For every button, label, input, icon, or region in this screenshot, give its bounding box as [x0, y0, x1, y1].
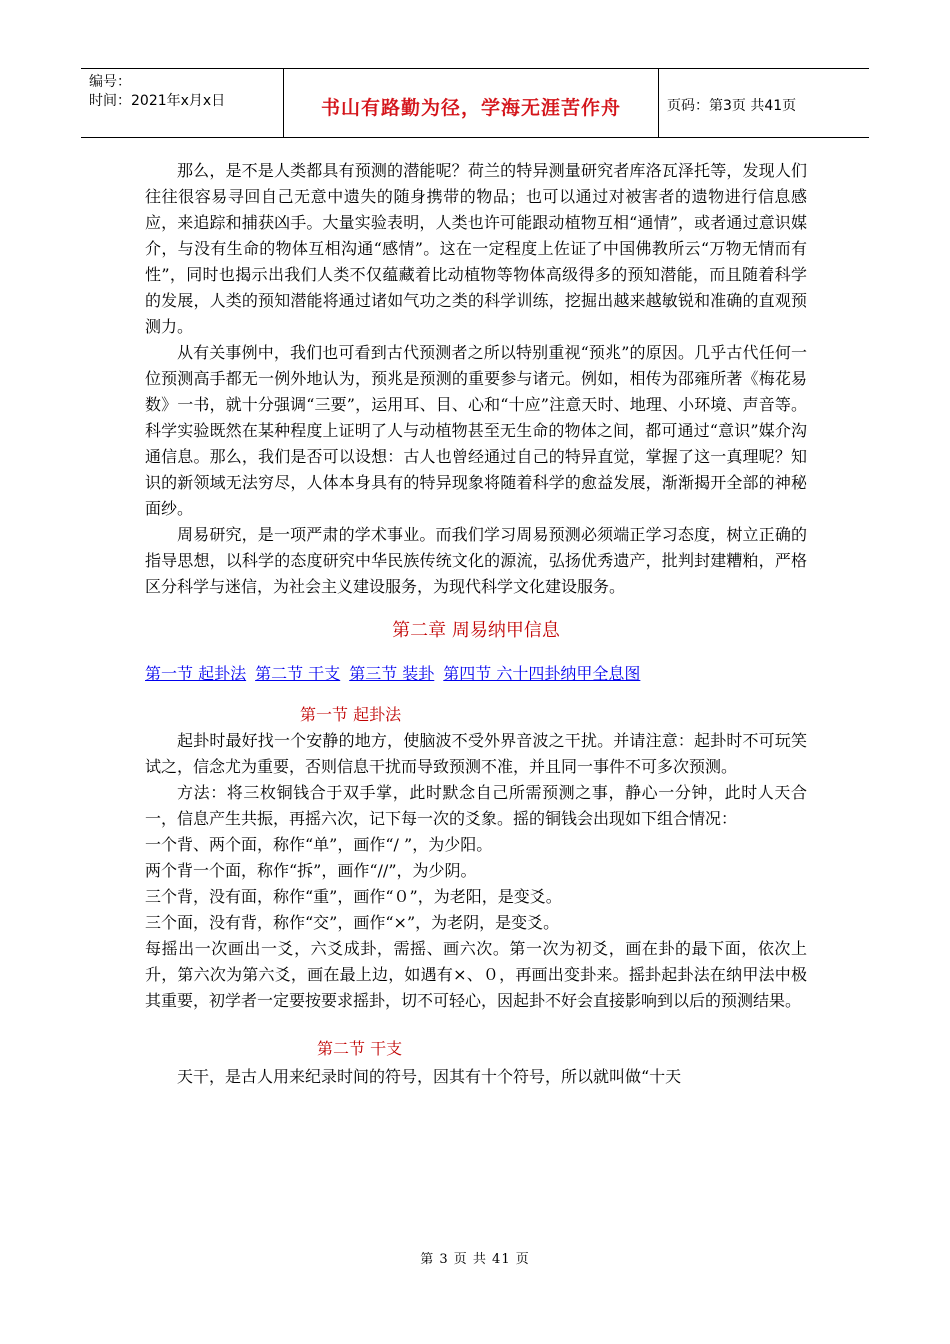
paragraph: 方法：将三枚铜钱合于双手掌，此时默念自己所需预测之事，静心一分钟，此时人天合一，信息产生共振，再摇六次，记下每一次的爻象。摇的铜钱会出现如下组合情况：	[145, 783, 807, 828]
time-label: 时间：2021年x月x日	[89, 93, 226, 109]
toc-link-section-2[interactable]: 第二节 干支	[255, 664, 341, 683]
paragraph: 天干，是古人用来纪录时间的符号，因其有十个符号，所以就叫做“十天	[177, 1067, 682, 1086]
paragraph: 每摇出一次画出一爻，六爻成卦，需摇、画六次。第一次为初爻，画在卦的最下面，依次上升，第六次为第六爻，画在最上边，如遇有×、０，再画出变卦来。摇卦起卦法在纳甲法中极其重要，初学者一定要按要求摇卦，切不可轻心，因起卦不好会直接影响到以后的预测结果。	[145, 939, 807, 1010]
list-item: 两个背一个面，称作“拆”，画作“//”，为少阴。	[145, 861, 477, 880]
section-links	[145, 660, 807, 688]
page-footer: 第 3 页 共 41 页	[420, 1252, 530, 1267]
chapter-title: 第二章 周易纳甲信息	[392, 620, 560, 641]
header-motto: 书山有路勤为径，学海无涯苦作舟	[320, 97, 621, 119]
page-header	[81, 68, 869, 138]
paragraph: 起卦时最好找一个安静的地方，使脑波不受外界音波之干扰。并请注意：起卦时不可玩笑试之，信念尤为重要，否则信息干扰而导致预测不准，并且同一事件不可多次预测。	[145, 731, 807, 776]
paragraph: 从有关事例中，我们也可看到古代预测者之所以特别重视“预兆”的原因。几乎古代任何一位预测高手都无一例外地认为，预兆是预测的重要参与诸元。例如，相传为邵雍所著《梅花易数》一书，就十分强调“三要”，运用耳、目、心和“十应”注意天时、地理、小环境、声音等。科学实验既然在某种程度上证明了人与动植物甚至无生命的物体之间，都可通过“意识”媒介沟通信息。那么，我们是否可以设想：古人也曾经通过自己的特异直觉，掌握了这一真理呢？知识的新领域无法穷尽，人体本身具有的特异现象将随着科学的愈益发展，渐渐揭开全部的神秘面纱。	[145, 343, 807, 518]
serial-label: 编号：	[89, 74, 131, 90]
header-meta	[89, 73, 225, 111]
list-item: 三个背，没有面，称作“重”，画作“０”，为老阳，是变爻。	[145, 887, 562, 906]
header-divider	[658, 69, 659, 137]
document-body	[145, 158, 807, 1090]
paragraph: 那么，是不是人类都具有预测的潜能呢？荷兰的特异测量研究者库洛瓦泽托等，发现人们往往很容易寻回自己无意中遗失的随身携带的物品；也可以通过对被害者的遗物进行信息感应，来追踪和捕获凶手。大量实验表明，人类也许可能跟动植物互相“通情”，或者通过意识媒介，与没有生命的物体互相沟通“感情”。这在一定程度上佐证了中国佛教所云“万物无情而有性”，同时也揭示出我们人类不仅蕴藏着比动植物等物体高级得多的预知潜能，而且随着科学的发展，人类的预知潜能将通过诸如气功之类的科学训练，挖掘出越来越敏锐和准确的直观预测力。	[145, 161, 807, 336]
toc-link-section-4[interactable]: 第四节 六十四卦纳甲全息图	[443, 664, 641, 683]
list-item: 一个背、两个面，称作“单”，画作“/ ”，为少阳。	[145, 835, 493, 854]
toc-link-section-3[interactable]: 第三节 装卦	[349, 664, 435, 683]
section-title: 第二节 干支	[317, 1039, 403, 1058]
list-item: 三个面，没有背，称作“交”，画作“×”，为老阴，是变爻。	[145, 913, 560, 932]
section-title: 第一节 起卦法	[300, 705, 402, 724]
paragraph: 周易研究，是一项严肃的学术事业。而我们学习周易预测必须端正学习态度，树立正确的指导思想，以科学的态度研究中华民族传统文化的源流，弘扬优秀遗产，批判封建糟粕，严格区分科学与迷信，为社会主义建设服务，为现代科学文化建设服务。	[145, 525, 807, 596]
header-page-info: 页码：第3页 共41页	[667, 98, 797, 114]
toc-link-section-1[interactable]: 第一节 起卦法	[145, 664, 247, 683]
